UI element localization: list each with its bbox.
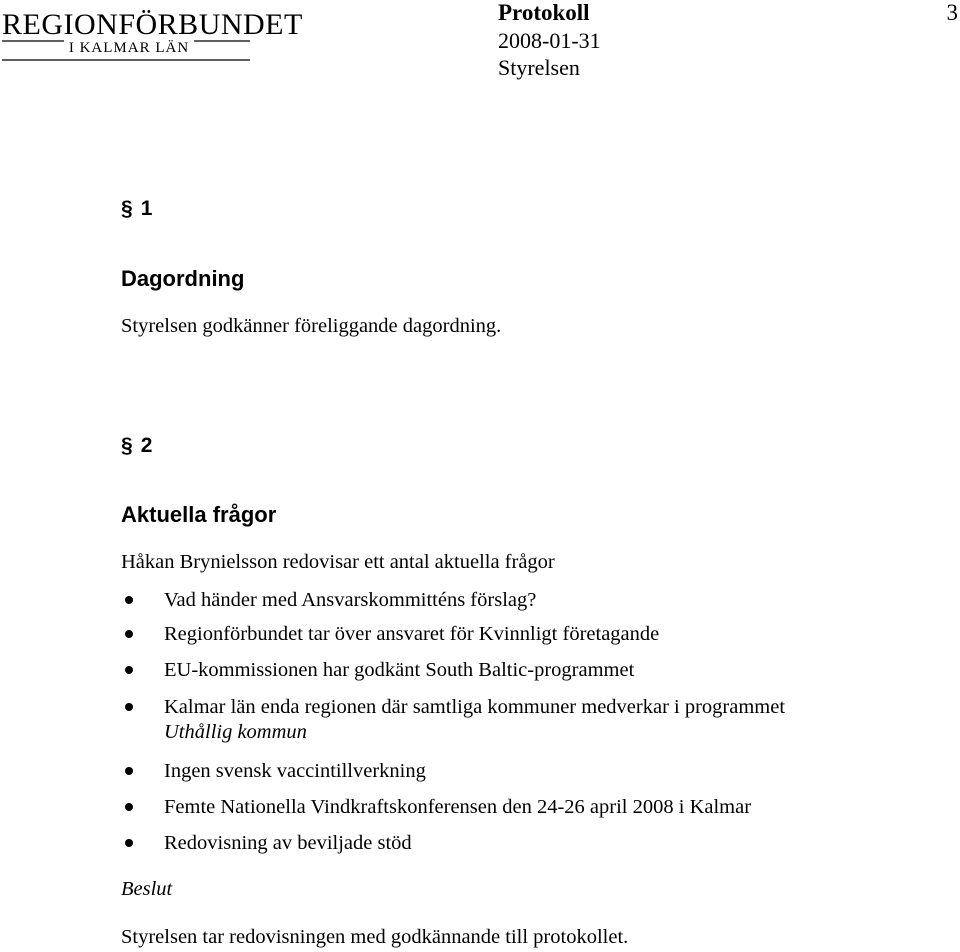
regionforbundet-logo <box>0 0 303 64</box>
logo-graphic <box>0 0 303 64</box>
section-2-marker <box>121 434 152 458</box>
document-header <box>498 0 958 90</box>
document-date: 2008-01-31 <box>498 28 601 53</box>
list-item <box>121 658 941 682</box>
list-item <box>121 695 941 745</box>
list-item-text: Kalmar län enda regionen där samtliga kommuner medverkar i programmet <box>164 696 786 718</box>
section-number: 2 <box>140 434 153 457</box>
bullet-icon <box>125 666 133 674</box>
logo-org-name: REGIONFÖRBUNDET <box>2 8 303 41</box>
list-item <box>121 795 941 819</box>
decision-text: Styrelsen tar redovisningen med godkännande till protokollet. <box>121 926 629 948</box>
bullet-icon <box>125 803 133 811</box>
list-item-text: Ingen svensk vaccintillverkning <box>164 760 426 782</box>
bullet-icon <box>125 767 133 775</box>
list-item-subtext: Uthållig kommun <box>164 721 307 743</box>
decision-label: Beslut <box>121 878 173 900</box>
list-item-text: Femte Nationella Vindkraftskonferensen den 24-26 april 2008 i Kalmar <box>164 796 752 818</box>
bullet-icon <box>125 839 133 847</box>
list-item <box>121 622 941 646</box>
document-type: Protokoll <box>498 0 590 25</box>
bullet-icon <box>125 630 133 638</box>
section-number: 1 <box>140 197 153 220</box>
section-1-heading: Dagordning <box>121 266 245 291</box>
section-2-intro: Håkan Brynielsson redovisar ett antal aktuella frågor <box>121 551 555 573</box>
section-symbol: § <box>121 197 133 220</box>
section-symbol: § <box>121 434 133 457</box>
list-item-text: Redovisning av beviljade stöd <box>164 832 412 854</box>
list-item <box>121 588 941 612</box>
list-item-text: EU-kommissionen har godkänt South Baltic-programmet <box>164 659 635 681</box>
list-item-text: Regionförbundet tar över ansvaret för Kvinnligt företagande <box>164 623 660 645</box>
section-1-marker <box>121 197 152 221</box>
list-item <box>121 831 941 855</box>
bullet-icon <box>125 596 133 604</box>
list-item-text: Vad händer med Ansvarskommitténs förslag? <box>164 589 537 611</box>
logo-org-region: I KALMAR LÄN <box>68 40 190 56</box>
section-1-text: Styrelsen godkänner föreliggande dagordning. <box>121 315 502 337</box>
bullet-icon <box>125 703 133 711</box>
page-number: 3 <box>946 0 958 25</box>
document-board: Styrelsen <box>498 55 580 80</box>
section-2-heading: Aktuella frågor <box>121 502 277 527</box>
list-item <box>121 759 941 783</box>
